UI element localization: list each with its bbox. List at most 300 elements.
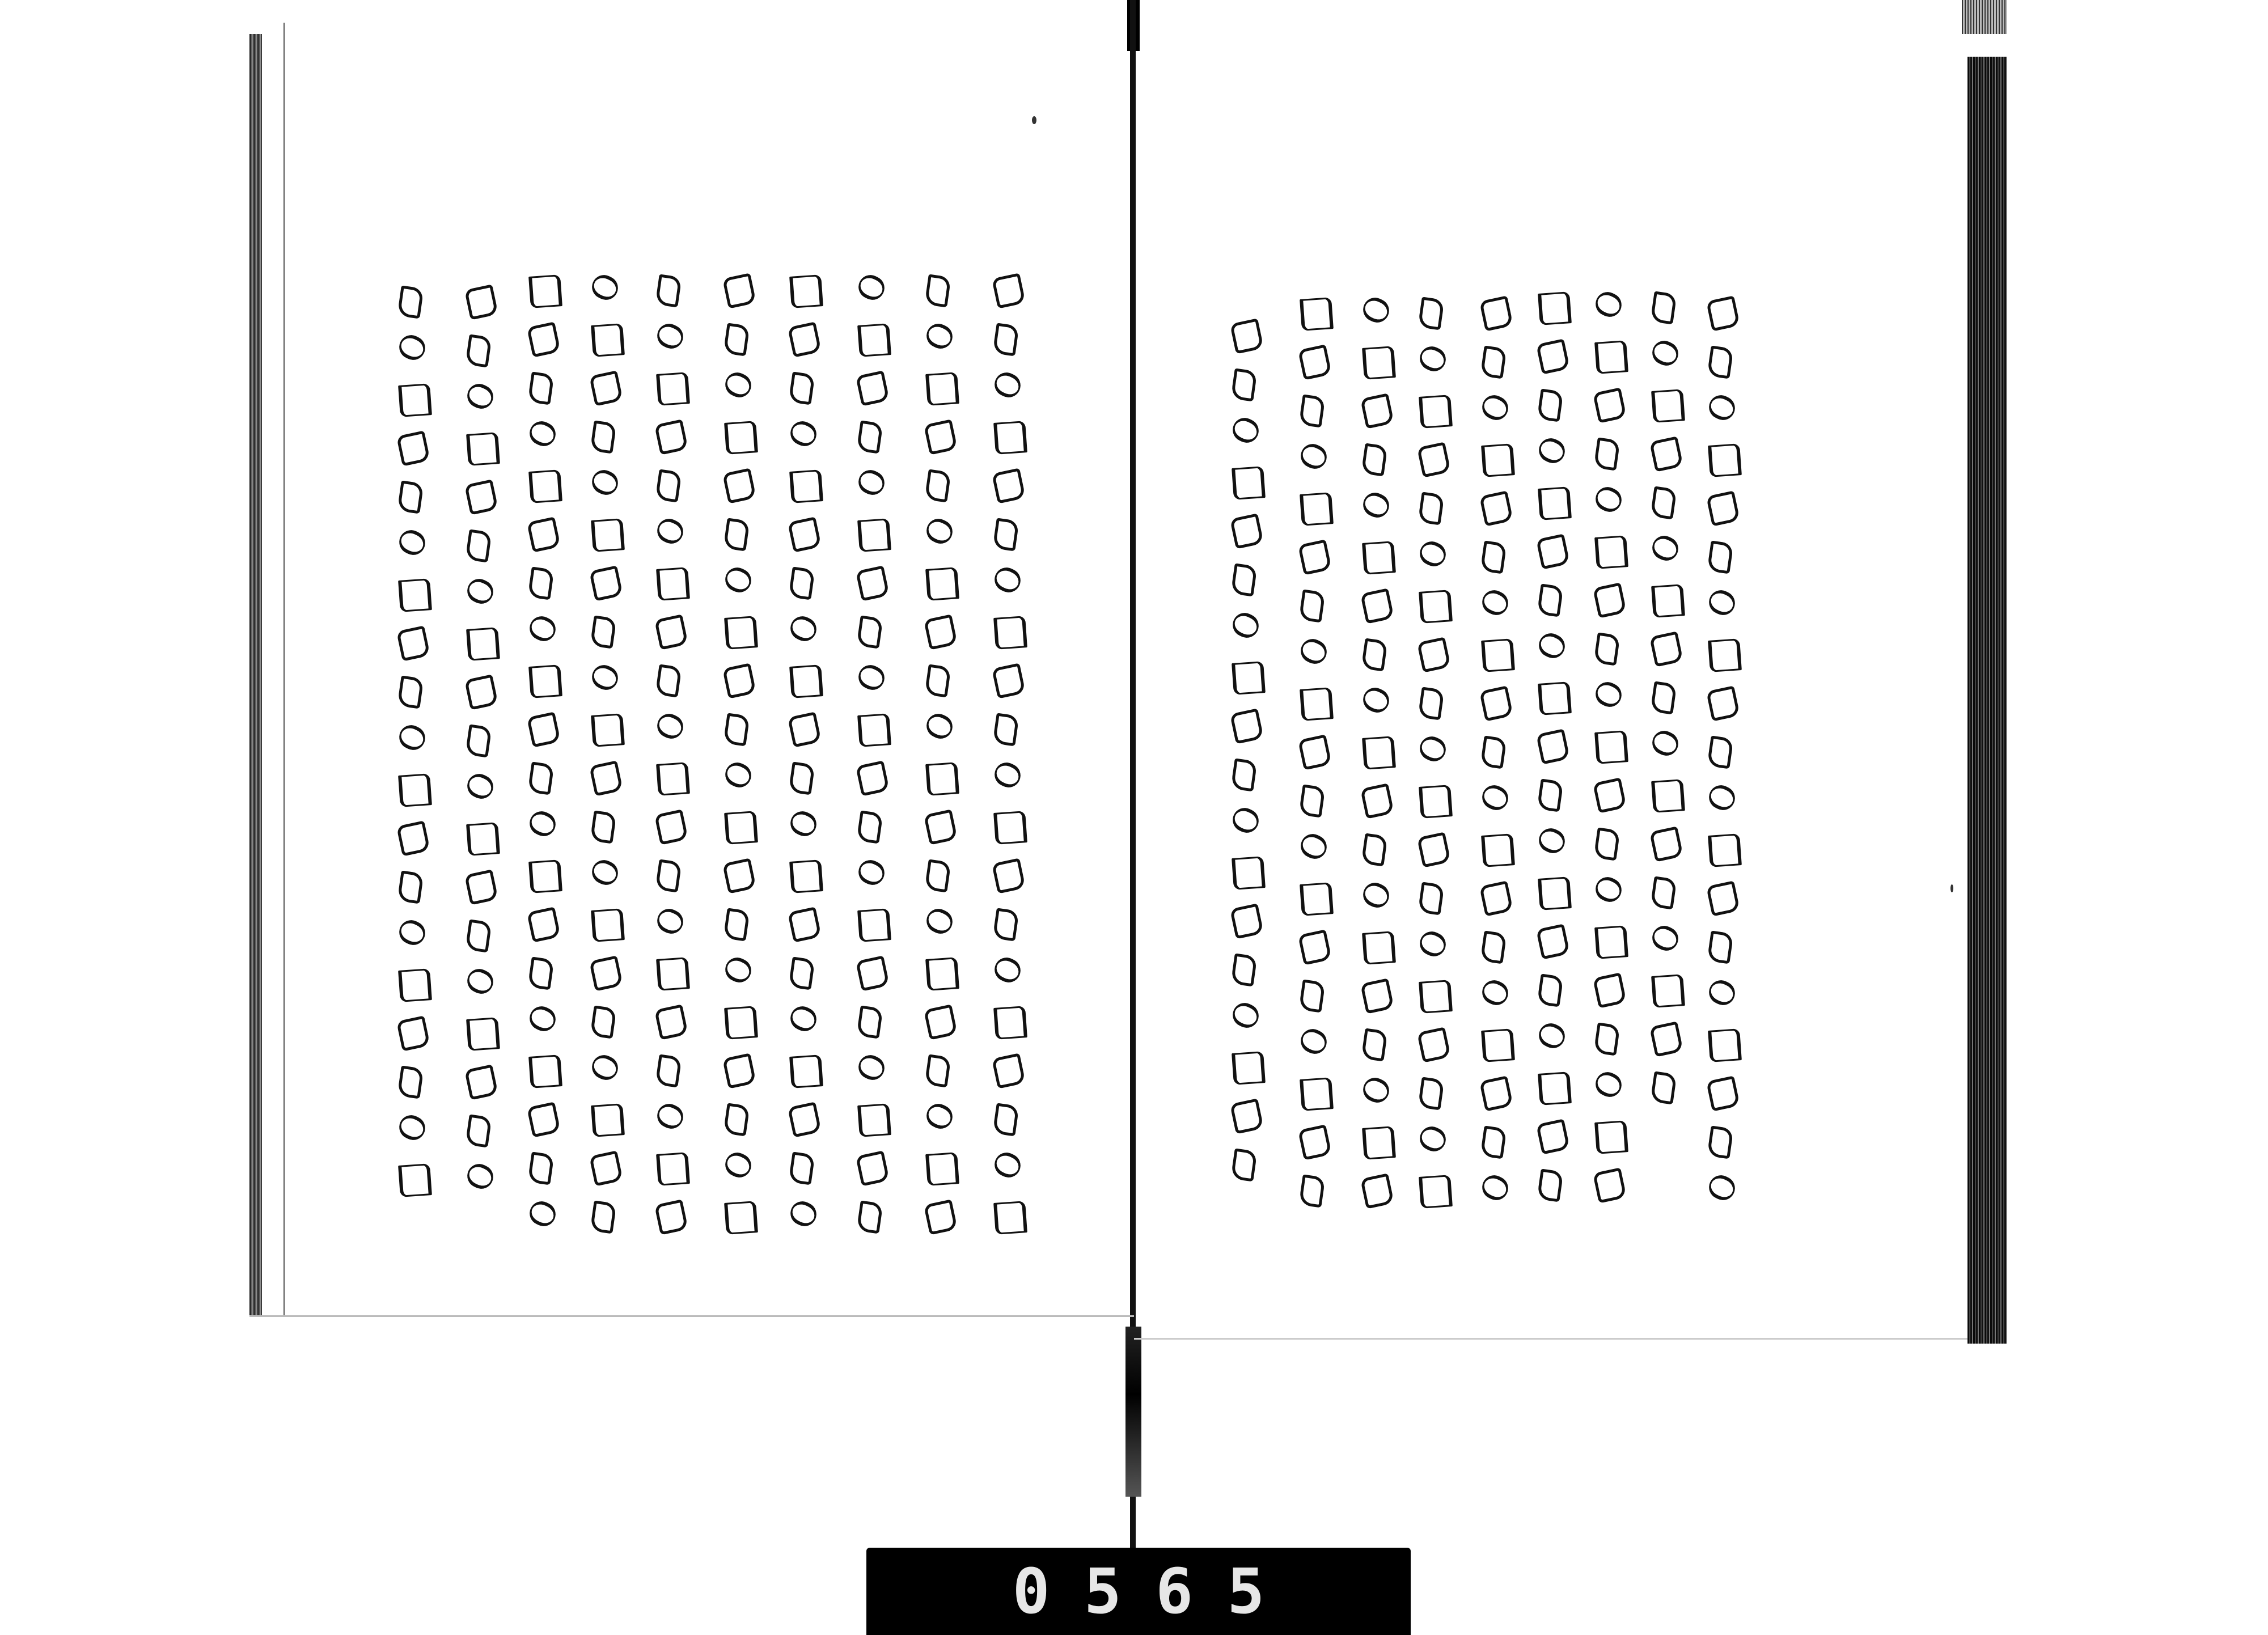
handwritten-glyph xyxy=(721,467,754,500)
handwritten-glyph xyxy=(1296,782,1329,815)
handwritten-glyph xyxy=(1228,756,1261,789)
handwritten-glyph xyxy=(854,906,887,939)
handwritten-glyph xyxy=(721,857,754,890)
handwritten-glyph xyxy=(721,565,754,598)
handwritten-glyph xyxy=(1478,1026,1510,1059)
handwritten-glyph xyxy=(1534,1167,1567,1200)
handwritten-glyph xyxy=(1478,539,1510,571)
handwritten-column xyxy=(1644,289,1684,1102)
handwritten-glyph xyxy=(525,1150,558,1183)
handwritten-glyph xyxy=(1591,435,1624,468)
handwritten-glyph xyxy=(1415,539,1448,571)
handwritten-glyph xyxy=(990,1150,1023,1183)
handwritten-glyph xyxy=(1415,490,1448,523)
handwritten-glyph xyxy=(1359,685,1391,718)
handwritten-glyph xyxy=(463,1015,496,1048)
handwritten-glyph xyxy=(395,917,428,950)
handwritten-column xyxy=(391,283,431,1194)
handwritten-glyph xyxy=(922,467,955,500)
handwritten-glyph xyxy=(587,857,620,890)
handwritten-glyph xyxy=(395,1112,428,1145)
handwritten-glyph xyxy=(1534,484,1567,517)
handwritten-glyph xyxy=(1296,1172,1329,1205)
handwritten-glyph xyxy=(854,1052,887,1085)
handwritten-glyph xyxy=(1415,880,1448,913)
handwritten-glyph xyxy=(1591,582,1624,615)
left-page-bottom xyxy=(249,1315,1134,1317)
handwritten-glyph xyxy=(1704,1075,1737,1108)
handwritten-glyph xyxy=(786,516,819,549)
handwritten-glyph xyxy=(463,674,496,706)
handwritten-glyph xyxy=(653,565,686,598)
handwritten-glyph xyxy=(463,966,496,999)
handwritten-glyph xyxy=(395,625,428,658)
handwritten-glyph xyxy=(395,820,428,853)
handwritten-glyph xyxy=(1228,512,1261,545)
handwritten-glyph xyxy=(1228,415,1261,448)
handwritten-glyph xyxy=(1415,587,1448,620)
handwritten-glyph xyxy=(1359,441,1391,474)
handwritten-glyph xyxy=(990,857,1023,890)
handwritten-glyph xyxy=(922,370,955,403)
handwritten-glyph xyxy=(721,418,754,451)
handwritten-glyph xyxy=(653,272,686,305)
handwritten-glyph xyxy=(653,1101,686,1134)
handwritten-glyph xyxy=(1704,490,1737,523)
handwritten-column xyxy=(1355,295,1395,1205)
handwritten-glyph xyxy=(395,1161,428,1194)
handwritten-glyph xyxy=(587,467,620,500)
handwritten-glyph xyxy=(854,418,887,451)
handwritten-glyph xyxy=(1415,1026,1448,1059)
handwritten-glyph xyxy=(1534,582,1567,615)
handwritten-glyph xyxy=(653,955,686,988)
handwritten-glyph xyxy=(1648,484,1681,517)
handwritten-glyph xyxy=(525,808,558,841)
handwritten-glyph xyxy=(463,1112,496,1145)
call-number-label xyxy=(866,1548,1411,1635)
handwritten-glyph xyxy=(587,418,620,451)
handwritten-glyph xyxy=(525,321,558,354)
handwritten-glyph xyxy=(1296,1124,1329,1157)
handwritten-glyph xyxy=(1704,929,1737,961)
handwritten-glyph xyxy=(1648,387,1681,420)
handwritten-glyph xyxy=(1415,734,1448,766)
handwritten-glyph xyxy=(1478,1124,1510,1157)
handwritten-glyph xyxy=(1359,734,1391,766)
handwritten-glyph xyxy=(525,711,558,744)
handwritten-glyph xyxy=(1415,441,1448,474)
handwritten-glyph xyxy=(1478,636,1510,669)
handwritten-glyph xyxy=(1704,1124,1737,1157)
handwritten-glyph xyxy=(1296,685,1329,718)
handwritten-glyph xyxy=(587,1052,620,1085)
handwritten-glyph xyxy=(525,467,558,500)
handwritten-glyph xyxy=(587,1198,620,1231)
handwritten-glyph xyxy=(1359,831,1391,864)
handwritten-glyph xyxy=(922,711,955,744)
handwritten-glyph xyxy=(463,625,496,658)
handwritten-glyph xyxy=(854,711,887,744)
handwritten-glyph xyxy=(1478,587,1510,620)
handwritten-glyph xyxy=(1648,972,1681,1005)
handwritten-glyph xyxy=(786,1150,819,1183)
handwritten-glyph xyxy=(854,1003,887,1036)
handwritten-glyph xyxy=(653,370,686,403)
handwritten-glyph xyxy=(1704,539,1737,571)
handwritten-glyph xyxy=(463,1064,496,1096)
handwritten-glyph xyxy=(1296,392,1329,425)
handwritten-glyph xyxy=(1415,977,1448,1010)
handwritten-glyph xyxy=(786,808,819,841)
handwritten-glyph xyxy=(854,321,887,354)
handwritten-glyph xyxy=(1591,874,1624,907)
handwritten-glyph xyxy=(990,1052,1023,1085)
handwritten-glyph xyxy=(786,467,819,500)
handwritten-glyph xyxy=(922,1101,955,1134)
handwritten-glyph xyxy=(1228,903,1261,935)
handwritten-glyph xyxy=(587,760,620,793)
handwritten-glyph xyxy=(922,613,955,646)
handwritten-glyph xyxy=(990,1101,1023,1134)
handwritten-glyph xyxy=(395,869,428,901)
handwritten-glyph xyxy=(1648,923,1681,956)
handwritten-glyph xyxy=(1359,295,1391,328)
handwritten-glyph xyxy=(786,321,819,354)
handwritten-glyph xyxy=(990,662,1023,695)
handwritten-glyph xyxy=(587,565,620,598)
handwritten-glyph xyxy=(1534,972,1567,1005)
handwritten-glyph xyxy=(922,760,955,793)
handwritten-glyph xyxy=(1534,630,1567,663)
handwritten-glyph xyxy=(721,613,754,646)
handwritten-glyph xyxy=(1415,1075,1448,1108)
handwritten-glyph xyxy=(1478,490,1510,523)
handwritten-glyph xyxy=(786,857,819,890)
handwritten-glyph xyxy=(1704,880,1737,913)
handwritten-glyph xyxy=(653,711,686,744)
handwritten-glyph xyxy=(1704,344,1737,376)
handwritten-glyph xyxy=(1704,587,1737,620)
handwritten-glyph xyxy=(653,516,686,549)
handwritten-glyph xyxy=(721,955,754,988)
handwritten-glyph xyxy=(854,1198,887,1231)
handwritten-glyph xyxy=(922,516,955,549)
handwritten-glyph xyxy=(854,467,887,500)
handwritten-glyph xyxy=(1359,392,1391,425)
handwritten-glyph xyxy=(395,966,428,999)
handwritten-glyph xyxy=(653,1150,686,1183)
handwritten-glyph xyxy=(721,1101,754,1134)
handwritten-column xyxy=(649,272,689,1231)
handwritten-glyph xyxy=(1359,880,1391,913)
handwritten-glyph xyxy=(1296,977,1329,1010)
handwritten-glyph xyxy=(1591,1118,1624,1151)
handwritten-glyph xyxy=(1704,392,1737,425)
handwritten-glyph xyxy=(653,1198,686,1231)
handwritten-glyph xyxy=(525,1101,558,1134)
handwritten-glyph xyxy=(1228,951,1261,984)
handwritten-glyph xyxy=(1534,777,1567,810)
handwritten-glyph xyxy=(1296,734,1329,766)
handwritten-glyph xyxy=(721,711,754,744)
handwritten-glyph xyxy=(721,662,754,695)
handwritten-glyph xyxy=(587,955,620,988)
handwritten-glyph xyxy=(1296,539,1329,571)
handwritten-glyph xyxy=(653,662,686,695)
handwritten-glyph xyxy=(525,760,558,793)
handwritten-glyph xyxy=(990,370,1023,403)
handwritten-glyph xyxy=(587,272,620,305)
handwritten-glyph xyxy=(1228,464,1261,497)
right-page-bottom xyxy=(1134,1338,1967,1340)
handwritten-glyph xyxy=(463,430,496,463)
handwritten-glyph xyxy=(1648,1069,1681,1102)
handwritten-glyph xyxy=(922,906,955,939)
handwritten-glyph xyxy=(1296,490,1329,523)
handwritten-glyph xyxy=(721,321,754,354)
handwritten-glyph xyxy=(1296,344,1329,376)
handwritten-glyph xyxy=(653,906,686,939)
handwritten-glyph xyxy=(1704,295,1737,328)
handwritten-glyph xyxy=(1296,880,1329,913)
handwritten-glyph xyxy=(463,820,496,853)
handwritten-column xyxy=(1412,295,1452,1205)
handwritten-glyph xyxy=(1648,582,1681,615)
handwritten-glyph xyxy=(786,370,819,403)
handwritten-glyph xyxy=(1704,782,1737,815)
handwritten-glyph xyxy=(922,565,955,598)
handwritten-glyph xyxy=(525,418,558,451)
handwritten-glyph xyxy=(990,1198,1023,1231)
handwritten-glyph xyxy=(1359,539,1391,571)
handwritten-glyph xyxy=(653,808,686,841)
handwritten-glyph xyxy=(1591,1020,1624,1053)
handwritten-glyph xyxy=(1534,1020,1567,1053)
handwritten-column xyxy=(522,272,561,1231)
handwritten-glyph xyxy=(395,771,428,804)
handwritten-glyph xyxy=(1228,708,1261,740)
handwritten-glyph xyxy=(1591,679,1624,712)
handwritten-glyph xyxy=(990,613,1023,646)
handwritten-glyph xyxy=(1415,782,1448,815)
handwritten-glyph xyxy=(1478,880,1510,913)
handwritten-glyph xyxy=(786,711,819,744)
handwritten-glyph xyxy=(1591,1167,1624,1200)
handwritten-glyph xyxy=(1359,587,1391,620)
handwritten-glyph xyxy=(721,1003,754,1036)
handwritten-column xyxy=(584,272,624,1231)
handwritten-glyph xyxy=(587,321,620,354)
handwritten-glyph xyxy=(721,808,754,841)
handwritten-glyph xyxy=(587,370,620,403)
gutter-binding-shadow xyxy=(1125,1327,1141,1497)
handwritten-column xyxy=(459,283,499,1194)
handwritten-glyph xyxy=(990,418,1023,451)
handwritten-glyph xyxy=(1591,484,1624,517)
handwritten-glyph xyxy=(525,955,558,988)
handwritten-glyph xyxy=(721,906,754,939)
handwritten-glyph xyxy=(1228,1098,1261,1130)
handwritten-glyph xyxy=(1296,587,1329,620)
handwritten-glyph xyxy=(587,711,620,744)
handwritten-glyph xyxy=(1359,929,1391,961)
handwritten-glyph xyxy=(1534,435,1567,468)
handwritten-glyph xyxy=(525,516,558,549)
handwritten-glyph xyxy=(1591,630,1624,663)
handwritten-glyph xyxy=(721,760,754,793)
handwritten-glyph xyxy=(525,613,558,646)
handwritten-glyph xyxy=(463,576,496,609)
handwritten-glyph xyxy=(786,1052,819,1085)
right-page-fore-edge xyxy=(1967,57,2007,1344)
handwritten-glyph xyxy=(1228,659,1261,692)
handwritten-glyph xyxy=(1648,289,1681,322)
handwritten-glyph xyxy=(1228,610,1261,643)
handwritten-glyph xyxy=(786,565,819,598)
handwritten-glyph xyxy=(922,1150,955,1183)
handwritten-glyph xyxy=(922,955,955,988)
handwritten-glyph xyxy=(990,1003,1023,1036)
handwritten-glyph xyxy=(395,722,428,755)
handwritten-glyph xyxy=(1228,317,1261,350)
handwritten-glyph xyxy=(721,1052,754,1085)
handwritten-glyph xyxy=(587,808,620,841)
handwritten-glyph xyxy=(1228,1000,1261,1033)
handwritten-glyph xyxy=(395,381,428,414)
handwritten-glyph xyxy=(1296,929,1329,961)
handwritten-glyph xyxy=(1296,636,1329,669)
handwritten-glyph xyxy=(1296,831,1329,864)
handwritten-glyph xyxy=(1228,1146,1261,1179)
handwritten-glyph xyxy=(721,370,754,403)
handwritten-glyph xyxy=(1534,679,1567,712)
handwritten-glyph xyxy=(1648,728,1681,761)
handwritten-glyph xyxy=(922,808,955,841)
handwritten-glyph xyxy=(1591,533,1624,566)
handwritten-glyph xyxy=(395,576,428,609)
handwritten-glyph xyxy=(587,662,620,695)
handwritten-glyph xyxy=(1534,728,1567,761)
handwritten-glyph xyxy=(525,906,558,939)
handwritten-glyph xyxy=(786,955,819,988)
left-page-border xyxy=(284,23,285,1315)
handwritten-glyph xyxy=(721,1150,754,1183)
speck xyxy=(1950,884,1953,892)
handwritten-glyph xyxy=(854,857,887,890)
handwritten-glyph xyxy=(854,662,887,695)
handwritten-glyph xyxy=(1648,630,1681,663)
handwritten-glyph xyxy=(922,1052,955,1085)
handwritten-glyph xyxy=(1591,1069,1624,1102)
handwritten-glyph xyxy=(463,869,496,901)
handwritten-glyph xyxy=(990,808,1023,841)
handwritten-glyph xyxy=(990,711,1023,744)
handwritten-glyph xyxy=(1534,533,1567,566)
handwritten-glyph xyxy=(1534,825,1567,858)
handwritten-column xyxy=(1701,295,1741,1205)
handwritten-glyph xyxy=(1478,977,1510,1010)
handwritten-glyph xyxy=(854,370,887,403)
handwritten-glyph xyxy=(1534,874,1567,907)
handwritten-glyph xyxy=(922,418,955,451)
handwritten-glyph xyxy=(653,613,686,646)
handwritten-glyph xyxy=(395,283,428,316)
handwritten-glyph xyxy=(1648,679,1681,712)
handwritten-glyph xyxy=(587,1101,620,1134)
handwritten-column xyxy=(1588,289,1627,1200)
handwritten-glyph xyxy=(1648,777,1681,810)
handwritten-glyph xyxy=(1591,923,1624,956)
handwritten-glyph xyxy=(1478,929,1510,961)
handwritten-glyph xyxy=(1478,441,1510,474)
handwritten-glyph xyxy=(922,1198,955,1231)
handwritten-glyph xyxy=(1704,441,1737,474)
handwritten-glyph xyxy=(786,418,819,451)
handwritten-glyph xyxy=(525,1052,558,1085)
handwritten-column xyxy=(1293,295,1332,1205)
handwritten-glyph xyxy=(463,1161,496,1194)
handwritten-glyph xyxy=(1415,1172,1448,1205)
handwritten-glyph xyxy=(653,1052,686,1085)
handwritten-glyph xyxy=(922,662,955,695)
handwritten-glyph xyxy=(463,381,496,414)
handwritten-glyph xyxy=(1534,338,1567,371)
handwritten-glyph xyxy=(1478,295,1510,328)
handwritten-glyph xyxy=(854,613,887,646)
handwritten-glyph xyxy=(854,808,887,841)
handwritten-glyph xyxy=(990,272,1023,305)
handwritten-glyph xyxy=(1534,1069,1567,1102)
handwritten-glyph xyxy=(1478,1075,1510,1108)
handwritten-glyph xyxy=(1228,366,1261,399)
handwritten-glyph xyxy=(395,430,428,463)
handwritten-glyph xyxy=(525,857,558,890)
handwritten-glyph xyxy=(1359,977,1391,1010)
handwritten-glyph xyxy=(1359,782,1391,815)
handwritten-glyph xyxy=(1591,972,1624,1005)
handwritten-glyph xyxy=(395,527,428,560)
left-page-fore-edge xyxy=(249,34,262,1315)
handwritten-glyph xyxy=(1359,1172,1391,1205)
handwritten-glyph xyxy=(854,516,887,549)
handwritten-glyph xyxy=(854,565,887,598)
handwritten-glyph xyxy=(395,1064,428,1096)
handwritten-glyph xyxy=(1534,387,1567,420)
handwritten-glyph xyxy=(653,467,686,500)
handwritten-glyph xyxy=(1648,533,1681,566)
handwritten-glyph xyxy=(721,516,754,549)
call-number: 0565 xyxy=(1012,1555,1299,1628)
handwritten-column xyxy=(919,272,958,1231)
handwritten-glyph xyxy=(786,272,819,305)
handwritten-column xyxy=(717,272,757,1231)
handwritten-glyph xyxy=(786,1101,819,1134)
handwritten-column xyxy=(782,272,822,1231)
handwritten-glyph xyxy=(922,321,955,354)
handwritten-glyph xyxy=(786,662,819,695)
handwritten-glyph xyxy=(463,283,496,316)
handwritten-glyph xyxy=(395,1015,428,1048)
handwritten-glyph xyxy=(1478,831,1510,864)
handwritten-glyph xyxy=(525,565,558,598)
handwritten-glyph xyxy=(854,760,887,793)
handwritten-glyph xyxy=(395,674,428,706)
handwritten-glyph xyxy=(1591,289,1624,322)
handwritten-glyph xyxy=(1415,392,1448,425)
handwritten-glyph xyxy=(990,467,1023,500)
handwritten-glyph xyxy=(1478,1172,1510,1205)
